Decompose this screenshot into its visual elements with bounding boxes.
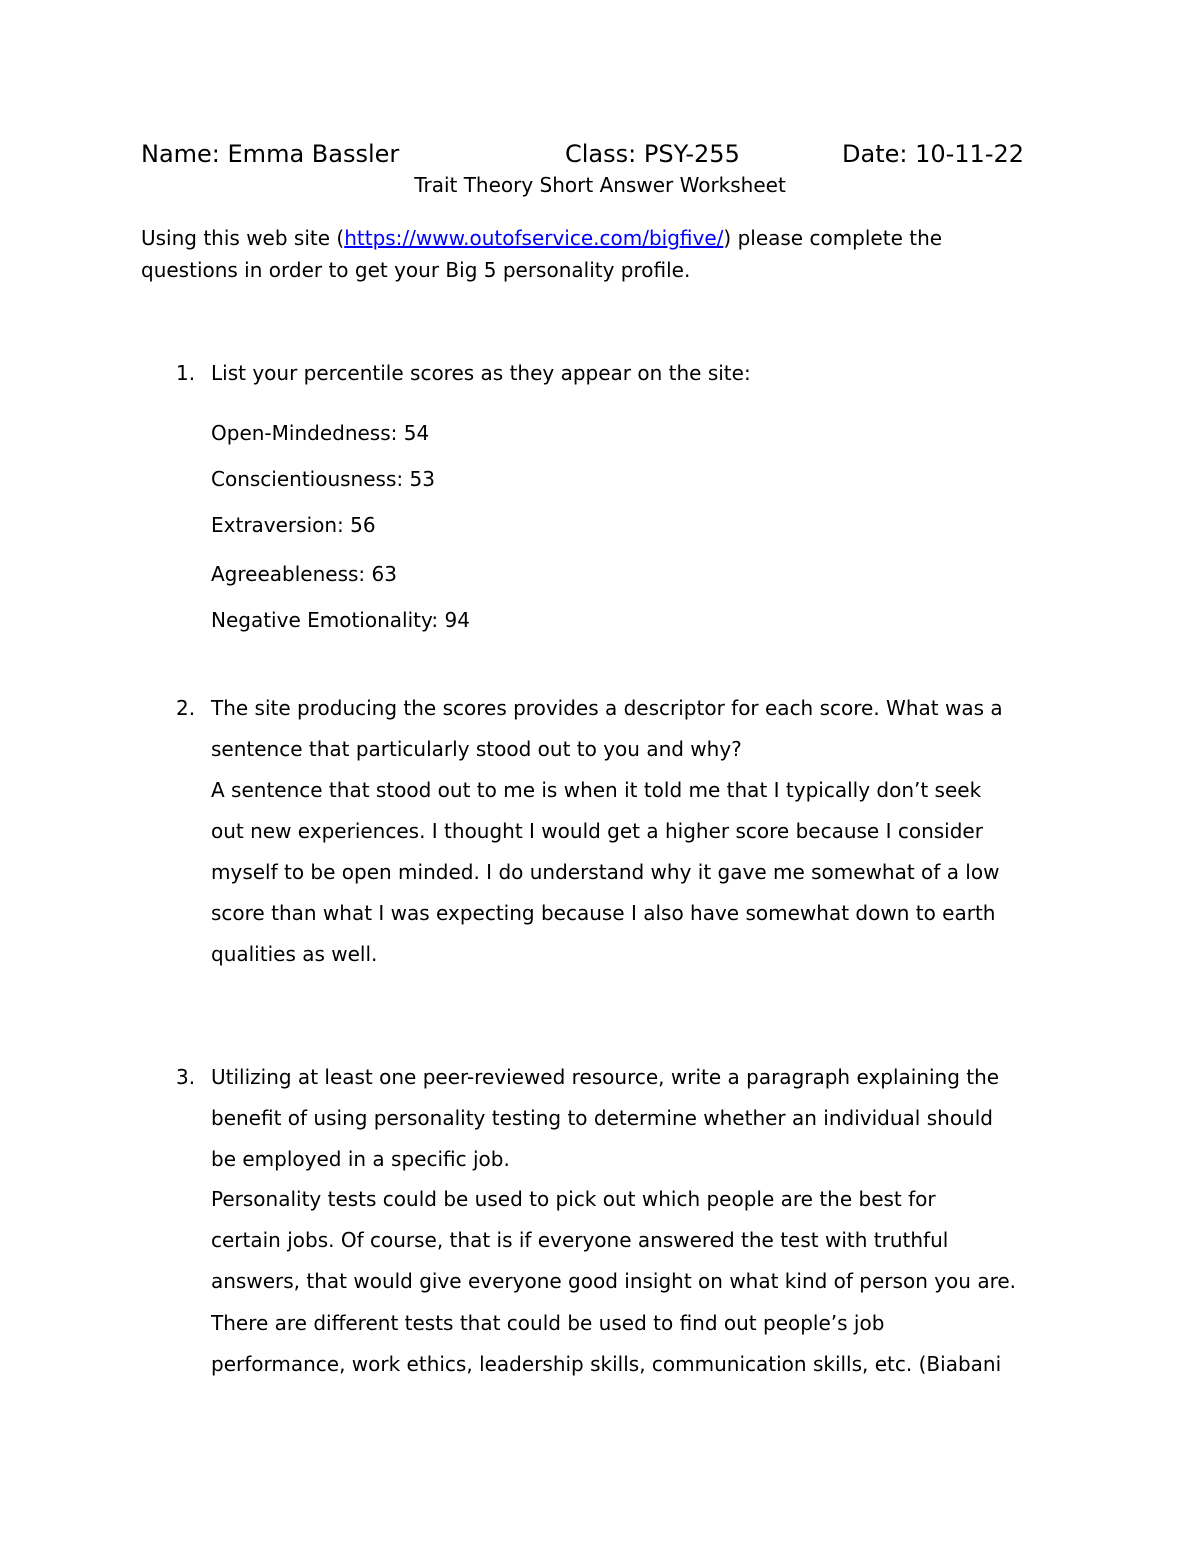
question-3-line: be employed in a specific job. bbox=[211, 1147, 510, 1171]
question-2-line: The site producing the scores provides a descriptor for each score. What was a bbox=[211, 696, 1003, 720]
score-negative-emotionality: Negative Emotionality: 94 bbox=[211, 608, 470, 632]
class-field: Class: PSY-255 bbox=[565, 140, 740, 168]
score-agreeableness: Agreeableness: 63 bbox=[211, 562, 397, 586]
score-extraversion: Extraversion: 56 bbox=[211, 513, 376, 537]
question-2-answer-line: A sentence that stood out to me is when it told me that I typically don’t seek bbox=[211, 778, 982, 802]
question-3-line: benefit of using personality testing to determine whether an individual should bbox=[211, 1106, 993, 1130]
question-2-answer-line: out new experiences. I thought I would get a higher score because I consider bbox=[211, 819, 983, 843]
question-3-number: 3. bbox=[176, 1065, 196, 1089]
question-3-answer-line: certain jobs. Of course, that is if everyone answered the test with truthful bbox=[211, 1228, 949, 1252]
question-2-number: 2. bbox=[176, 696, 196, 720]
worksheet-title: Trait Theory Short Answer Worksheet bbox=[414, 173, 786, 197]
intro-line-1 bbox=[141, 226, 942, 250]
question-1-prompt: List your percentile scores as they appear on the site: bbox=[211, 361, 751, 385]
name-field: Name: Emma Bassler bbox=[141, 140, 400, 168]
question-2-line: sentence that particularly stood out to you and why? bbox=[211, 737, 742, 761]
bigfive-link[interactable]: https://www.outofservice.com/bigfive/ bbox=[344, 226, 724, 250]
question-3-answer-line: performance, work ethics, leadership skills, communication skills, etc. (Biabani bbox=[211, 1352, 1002, 1376]
question-3-answer-line: answers, that would give everyone good insight on what kind of person you are. bbox=[211, 1269, 1017, 1293]
question-3-answer-line: Personality tests could be used to pick out which people are the best for bbox=[211, 1187, 936, 1211]
question-3-line: Utilizing at least one peer-reviewed resource, write a paragraph explaining the bbox=[211, 1065, 1000, 1089]
question-2-answer-line: score than what I was expecting because I also have somewhat down to earth bbox=[211, 901, 996, 925]
intro-line-2: questions in order to get your Big 5 personality profile. bbox=[141, 258, 691, 282]
intro-text-before-link: Using this web site ( bbox=[141, 226, 345, 250]
date-field: Date: 10-11-22 bbox=[842, 140, 1025, 168]
question-3-answer-line: There are different tests that could be used to find out people’s job bbox=[211, 1311, 885, 1335]
question-2-answer-line: myself to be open minded. I do understand why it gave me somewhat of a low bbox=[211, 860, 1000, 884]
score-conscientiousness: Conscientiousness: 53 bbox=[211, 467, 435, 491]
intro-text-after-link: ) please complete the bbox=[723, 226, 943, 250]
score-open-mindedness: Open-Mindedness: 54 bbox=[211, 421, 430, 445]
question-1-number: 1. bbox=[176, 361, 196, 385]
question-2-answer-line: qualities as well. bbox=[211, 942, 378, 966]
